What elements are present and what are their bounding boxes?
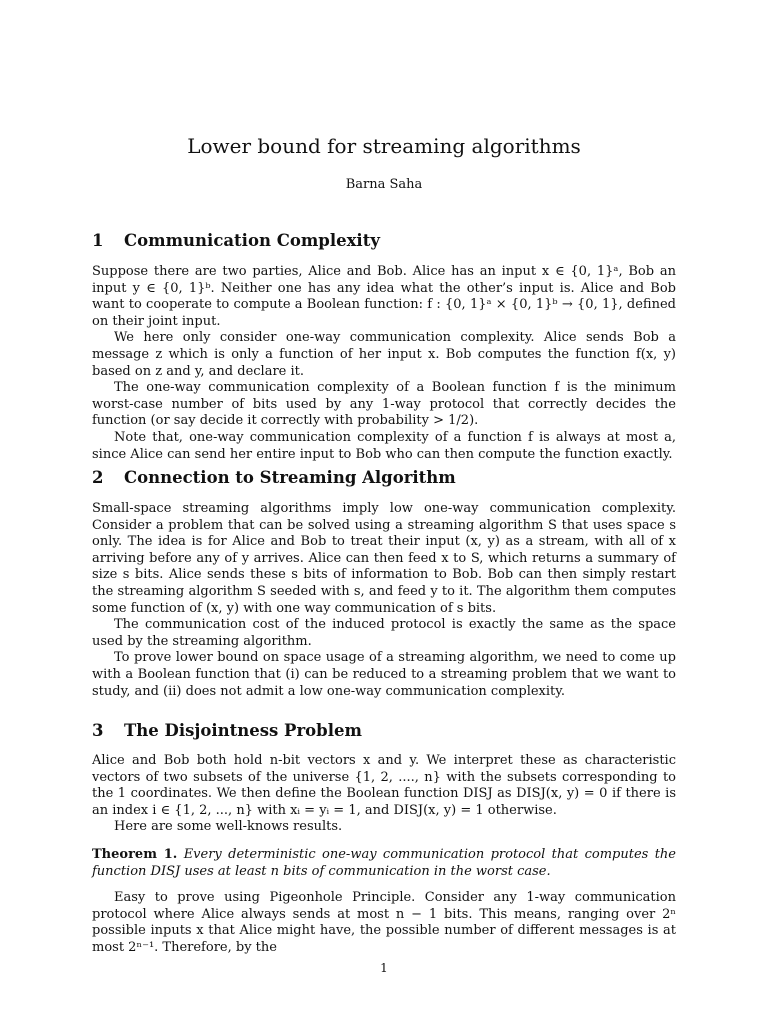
section-1-heading xyxy=(92,230,380,252)
section-2-body xyxy=(92,501,676,700)
paragraph: The communication cost of the induced protocol is exactly the same as the space used by the streaming algorithm. xyxy=(92,617,676,649)
paragraph: The one-way communication complexity of a Boolean function f is the minimum worst-case number of bits used by any 1-way protocol that correctly decides the function (or say decide it correctly with probability > 1/2). xyxy=(92,380,676,429)
paragraph: Easy to prove using Pigeonhole Principle. Consider any 1-way communication protocol where Alice always sends at most n − 1 bits. This means, ranging over 2ⁿ possible inputs x that Alice might have, the possible number of different messages is at most 2ⁿ⁻¹. Therefore, by the xyxy=(92,890,676,955)
page-number: 1 xyxy=(380,961,388,975)
proof-paragraph xyxy=(92,890,676,956)
section-title: Connection to Streaming Algorithm xyxy=(124,468,456,487)
paragraph: We here only consider one-way communication complexity. Alice sends Bob a message z which is only a function of her input x. Bob computes the function f(x, y) based on z and y, and declare it. xyxy=(92,330,676,379)
section-1-body xyxy=(92,264,676,463)
paper-author: Barna Saha xyxy=(345,177,423,192)
paragraph: Suppose there are two parties, Alice and Bob. Alice has an input x ∈ {0, 1}ᵃ, Bob an input y ∈ {0, 1}ᵇ. Neither one has any idea what the other’s input is. Alice and Bob want to cooperate to compute a Boolean function: f : {0, 1}ᵃ × {0, 1}ᵇ → {0, 1}, defined on their joint input. xyxy=(92,264,676,329)
section-2-heading xyxy=(92,467,456,489)
section-number: 1 xyxy=(92,231,104,250)
paper-title: Lower bound for streaming algorithms xyxy=(187,134,581,158)
paragraph: To prove lower bound on space usage of a streaming algorithm, we need to come up with a Boolean function that (i) can be reduced to a streaming problem that we want to study, and (ii) does not admit a low one-way communication complexity. xyxy=(92,650,676,699)
paragraph: Note that, one-way communication complexity of a function f is always at most a, since Alice can send her entire input to Bob who can then compute the function exactly. xyxy=(92,429,676,462)
theorem-statement: Every deterministic one-way communication protocol that computes the function DISJ uses at least n bits of communication in the worst case. xyxy=(92,847,676,879)
paragraph: Small-space streaming algorithms imply low one-way communication complexity. Consider a problem that can be solved using a streaming algorithm S that uses space s only. The idea is for Alice and Bob to treat their input (x, y) as a stream, with all of x arriving before any of y arrives. Alice can then feed x to S, which returns a summary of size s bits. Alice sends these s bits of information to Bob. Bob can then simply restart the streaming algorithm S seeded with s, and feed y to it. The algorithm them computes some function of (x, y) with one way communication of s bits. xyxy=(92,501,676,616)
paper-page xyxy=(92,0,676,1024)
section-number: 3 xyxy=(92,721,104,740)
section-title: Communication Complexity xyxy=(124,231,380,250)
paragraph: Alice and Bob both hold n-bit vectors x and y. We interpret these as characteristic vectors of two subsets of the universe {1, 2, ...., n} with the subsets corresponding to the 1 coordinates. We then define the Boolean function DISJ as DISJ(x, y) = 0 if there is an index i ∈ {1, 2, ..., n} with xᵢ = yᵢ = 1, and DISJ(x, y) = 1 otherwise. xyxy=(92,753,676,818)
theorem-label: Theorem 1. xyxy=(92,847,178,862)
section-3-heading xyxy=(92,720,362,742)
paragraph: Here are some well-knows results. xyxy=(114,819,343,835)
section-title: The Disjointness Problem xyxy=(124,721,362,740)
theorem-1 xyxy=(92,847,676,880)
section-3-body xyxy=(92,753,676,836)
section-number: 2 xyxy=(92,468,104,487)
